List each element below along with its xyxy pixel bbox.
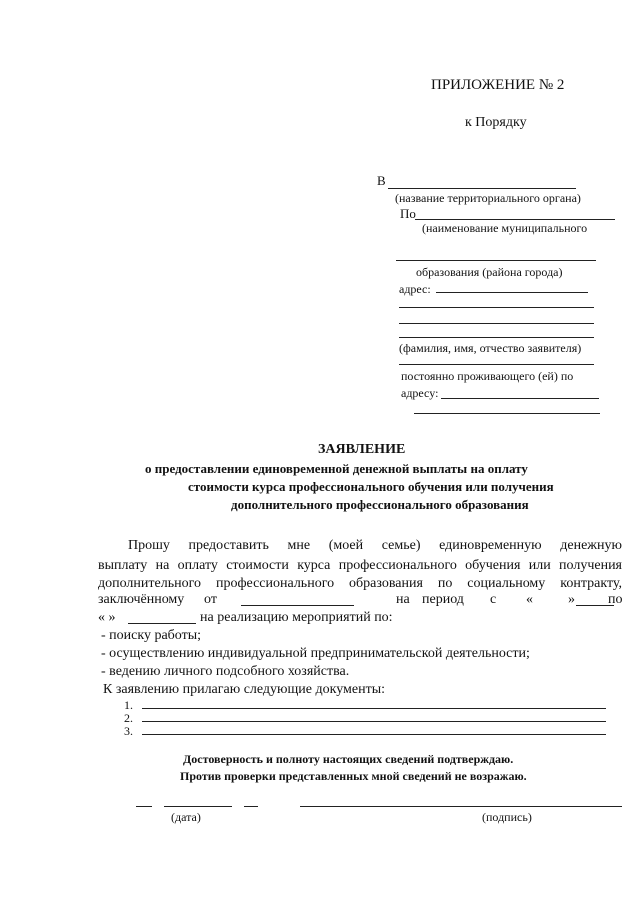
body-line-5-text: на реализацию мероприятий по:	[200, 610, 393, 625]
attachment-number: 1.	[124, 698, 133, 712]
word: (моей	[328, 538, 364, 553]
list-item: - ведению личного подсобного хозяйства.	[101, 664, 350, 679]
word: «	[526, 592, 533, 607]
confirm-line-1: Достоверность и полноту настоящих сведений подтверждаю.	[183, 752, 514, 766]
attachment-line-2	[142, 721, 606, 722]
title-line-2: стоимости курса профессионального обучения или получения	[188, 479, 554, 494]
attachment-number: 3.	[124, 724, 133, 738]
list-item: - осуществлению индивидуальной предпринимательской деятельности;	[101, 646, 530, 661]
to-prefix: В	[377, 173, 386, 188]
residing-text-2: адресу:	[401, 386, 439, 400]
address-line-3	[399, 323, 594, 324]
residing-text-1: постоянно проживающего (ей) по	[401, 369, 574, 383]
address-line-2	[399, 307, 594, 308]
residing-address-line-2	[414, 413, 600, 414]
date-line-dash	[136, 806, 152, 807]
fio-line	[399, 337, 594, 338]
word: денежную	[560, 538, 622, 553]
to-order-label: к Порядку	[465, 115, 527, 130]
body-line-5-quote: « »	[98, 610, 116, 625]
municipal-hint-2: образования (района города)	[416, 265, 563, 279]
appendix-number: ПРИЛОЖЕНИЕ № 2	[431, 77, 565, 93]
attachment-line-1	[142, 708, 606, 709]
word: с	[490, 592, 497, 607]
word: мне	[287, 538, 311, 553]
date-line	[164, 806, 232, 807]
title-line-3: дополнительного профессионального образования	[231, 497, 529, 512]
date-label: (дата)	[171, 810, 201, 824]
body-line-4	[98, 592, 622, 610]
address-line-1	[436, 292, 588, 293]
word: по	[608, 592, 623, 607]
word: заключённому	[98, 592, 185, 607]
contract-date-line	[241, 605, 354, 606]
word: период	[422, 592, 464, 607]
fio-hint: (фамилия, имя, отчество заявителя)	[399, 341, 582, 355]
municipal-line	[396, 260, 596, 261]
period-end-line	[128, 623, 196, 624]
word: »	[568, 592, 575, 607]
title-line-1: о предоставлении единовременной денежной выплаты на оплату	[145, 461, 528, 476]
signature-line	[300, 806, 622, 807]
confirm-line-2: Против проверки представленных мной сведений не возражаю.	[180, 769, 527, 783]
by-prefix: По	[400, 206, 416, 221]
by-line	[415, 219, 615, 220]
list-item: - поиску работы;	[101, 628, 202, 643]
word: единовременную	[439, 538, 542, 553]
body-line-3: дополнительного профессионального образования по социальному контракту,	[98, 576, 622, 591]
attachments-label: К заявлению прилагаю следующие документы:	[103, 682, 386, 697]
word: семье)	[381, 538, 421, 553]
word: от	[204, 592, 217, 607]
word: на	[396, 592, 410, 607]
date-line-dash	[244, 806, 258, 807]
body-line-1	[128, 538, 622, 554]
signature-label: (подпись)	[482, 810, 532, 824]
title-main: ЗАЯВЛЕНИЕ	[318, 442, 406, 457]
residing-address-line-1	[441, 398, 599, 399]
municipal-hint-1: (наименование муниципального	[422, 221, 588, 235]
word: Прошу	[128, 538, 170, 553]
attachment-number: 2.	[124, 711, 133, 725]
territorial-body-hint: (название территориального органа)	[395, 191, 581, 205]
territorial-body-line	[388, 188, 576, 189]
body-line-2: выплату на оплату стоимости курса профессионального обучения или получения	[98, 558, 622, 573]
word: предоставить	[188, 538, 269, 553]
address-label: адрес:	[399, 282, 431, 296]
residing-line	[399, 364, 594, 365]
attachment-line-3	[142, 734, 606, 735]
